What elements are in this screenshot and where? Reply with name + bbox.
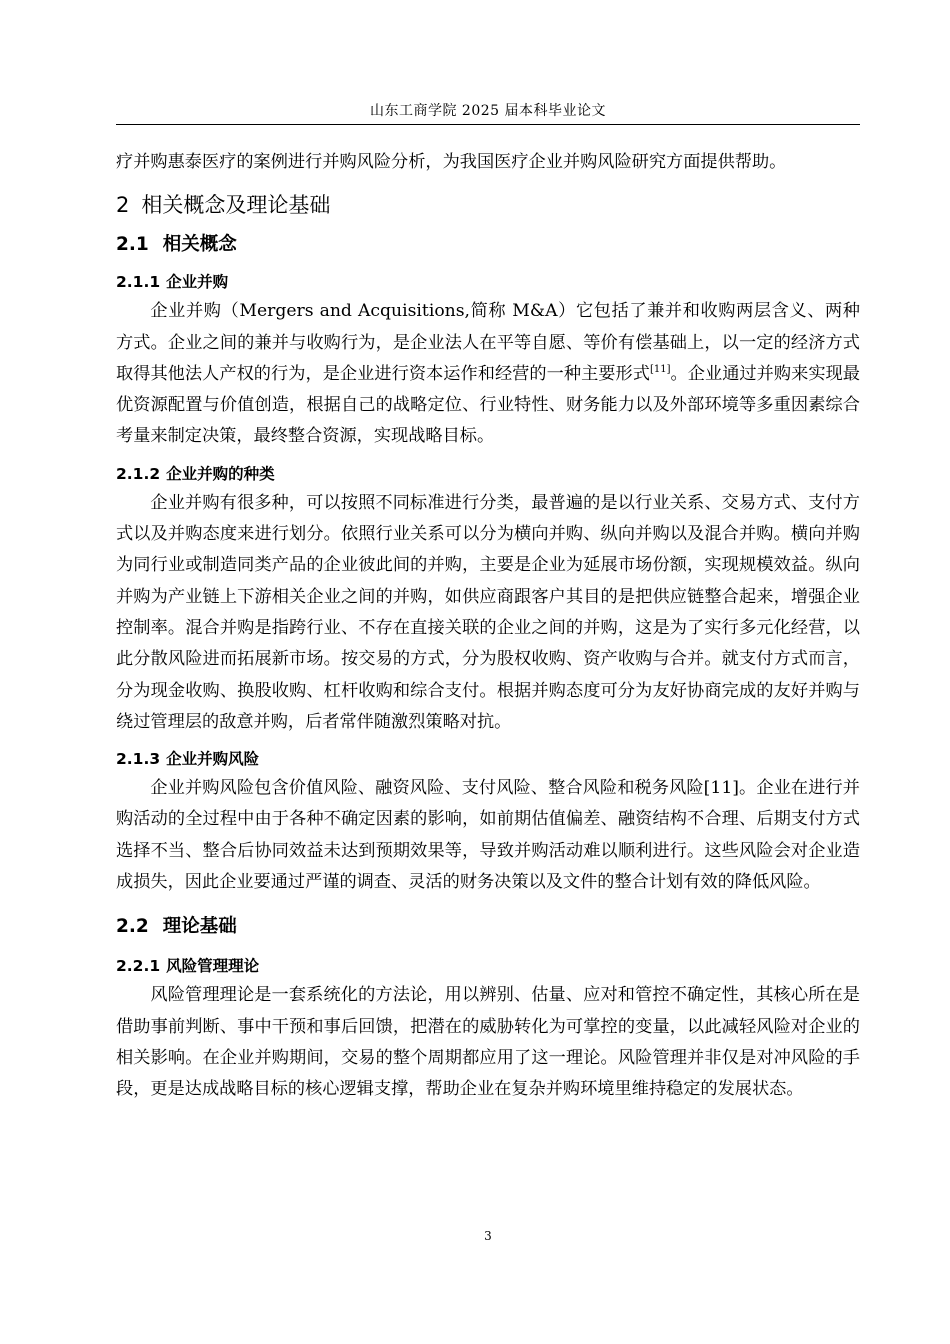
subsection-title: 企业并购风险 [166,750,260,769]
paragraph-2-1-1 [116,296,860,452]
subsection-number: 2.2.1 [116,957,161,976]
subsection-number: 2.1.3 [116,750,161,769]
running-header: 山东工商学院 2025 届本科毕业论文 [369,103,607,119]
section-number: 2.2 [116,916,149,938]
subsection-heading-2-2-1 [116,952,860,980]
subsection-title: 企业并购 [166,273,229,292]
section-title: 相关概念 [162,234,237,256]
citation-ref: [11] [649,363,671,375]
page-body [116,147,860,1106]
section-heading-2-1 [116,230,860,260]
section-number: 2.1 [116,234,149,256]
subsection-heading-2-1-3 [116,745,860,773]
paragraph-2-2-1: 风险管理理论是一套系统化的方法论，用以辨别、估量、应对和管控不确定性，其核心所在是借助事前判断、事中干预和事后回馈，把潜在的威胁转化为可掌控的变量，以此减轻风险对企业的相关影响。在企业并购期间，交易的整个周期都应用了这一理论。风险管理并非仅是对冲风险的手段，更是达成战略目标的核心逻辑支撑，帮助企业在复杂并购环境里维持稳定的发展状态。 [116,985,860,1100]
paragraph-text: 。企业通过并购来实现最优资源配置与价值创造，根据自己的战略定位、行业特性、财务能力以及外部环境等多重因素综合考量来制定决策，最终整合资源，实现战略目标。 [116,363,860,447]
paragraph-2-1-3: 企业并购风险包含价值风险、融资风险、支付风险、整合风险和税务风险[11]。企业在进行并购活动的全过程中由于各种不确定因素的影响，如前期估值偏差、融资结构不合理、后期支付方式选择不当、整合后协同效益未达到预期效果等，导致并购活动难以顺利进行。这些风险会对企业造成损失，因此企业要通过严谨的调查、灵活的财务决策以及文件的整合计划有效的降低风险。 [116,778,860,893]
subsection-heading-2-1-2 [116,460,860,488]
chapter-title: 相关概念及理论基础 [141,193,331,218]
paragraph-text: 企业并购（Mergers and Acquisitions,简称 M&A）它包括了兼并和收购两层含义、两种方式。企业之间的兼并与收购行为，是企业法人在平等自愿、等价有偿基础上，以一定的经济方式取得其他法人产权的行为，是企业进行资本运作和经营的一种主要形式 [116,301,860,384]
subsection-title: 风险管理理论 [166,957,260,976]
subsection-number: 2.1.1 [116,273,161,292]
intro-paragraph: 疗并购惠泰医疗的案例进行并购风险分析，为我国医疗企业并购风险研究方面提供帮助。 [116,152,787,172]
header-rule [116,124,860,125]
subsection-number: 2.1.2 [116,464,161,483]
paragraph-2-1-2: 企业并购有很多种，可以按照不同标准进行分类，最普遍的是以行业关系、交易方式、支付方式以及并购态度来进行划分。依照行业关系可以分为横向并购、纵向并购以及混合并购。横向并购为同行业或制造同类产品的企业彼此间的并购，主要是企业为延展市场份额，实现规模效益。纵向并购为产业链上下游相关企业之间的并购，如供应商跟客户其目的是把供应链整合起来，增强企业控制率。混合并购是指跨行业、不存在直接关联的企业之间的并购，这是为了实行多元化经营，以此分散风险进而拓展新市场。按交易的方式，分为股权收购、资产收购与合并。就支付方式而言，分为现金收购、换股收购、杠杆收购和综合支付。根据并购态度可分为友好协商完成的友好并购与绕过管理层的敌意并购，后者常伴随激烈策略对抗。 [116,492,860,732]
chapter-heading [116,189,860,221]
subsection-heading-2-1-1 [116,268,860,296]
section-heading-2-2 [116,912,860,942]
page-number: 3 [484,1229,492,1243]
subsection-title: 企业并购的种类 [166,464,275,483]
chapter-number: 2 [116,193,130,218]
section-title: 理论基础 [162,916,237,938]
